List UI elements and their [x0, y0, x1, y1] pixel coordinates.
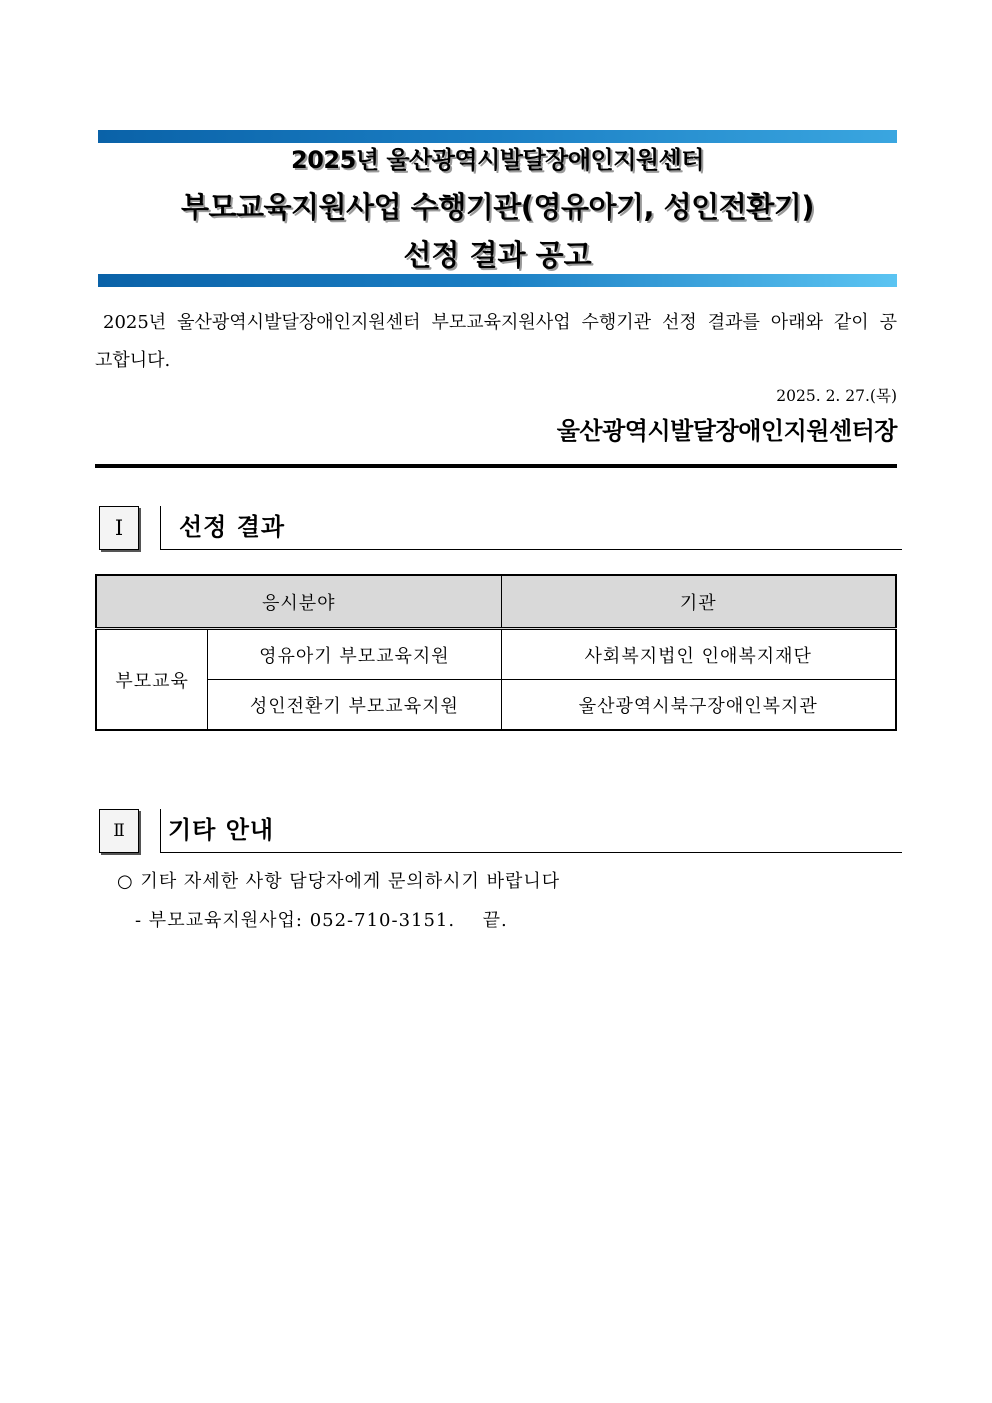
title-line-3: 선정 결과 공고 [403, 238, 592, 272]
selection-result-table [95, 574, 897, 731]
section-1-title: 선정 결과 [179, 513, 286, 541]
contact-line [135, 907, 508, 935]
signer-name: 울산광역시발달장애인지원센터장 [556, 417, 897, 445]
section-1-underline [160, 549, 902, 550]
end-mark: 끝. [482, 910, 508, 931]
header-field: 응시분야 [96, 575, 501, 629]
section-1-number: Ⅰ [99, 506, 139, 550]
header-top-bar [98, 130, 897, 143]
table-header-row [96, 575, 896, 629]
header-org: 기관 [501, 575, 896, 629]
table-row [96, 629, 896, 680]
title-line-1: 2025년 울산광역시발달장애인지원센터 [291, 146, 704, 174]
section-2-number: Ⅱ [99, 809, 139, 853]
contact-notice: ○ 기타 자세한 사항 담당자에게 문의하시기 바랍니다 [117, 871, 561, 892]
org-cell: 사회복지법인 인애복지재단 [501, 629, 896, 680]
section-2-underline [160, 852, 902, 853]
field-cell: 성인전환기 부모교육지원 [208, 680, 501, 731]
header-bottom-bar [98, 274, 897, 287]
org-cell: 울산광역시북구장애인복지관 [501, 680, 896, 731]
divider-rule [95, 464, 897, 468]
intro-paragraph: 2025년 울산광역시발달장애인지원센터 부모교육지원사업 수행기관 선정 결과를 아래와 같이 공고합니다. [95, 312, 897, 371]
section-1-divider [160, 506, 161, 550]
section-2-title: 기타 안내 [168, 816, 275, 844]
field-cell: 영유아기 부모교육지원 [208, 629, 501, 680]
table-row [96, 680, 896, 731]
announcement-date: 2025. 2. 27.(목) [776, 387, 897, 405]
title-line-2: 부모교육지원사업 수행기관(영유아기, 성인전환기) [180, 190, 814, 224]
section-2-divider [160, 809, 161, 853]
category-cell: 부모교육 [96, 629, 208, 731]
contact-phone: - 부모교육지원사업: 052-710-3151. [135, 910, 456, 931]
